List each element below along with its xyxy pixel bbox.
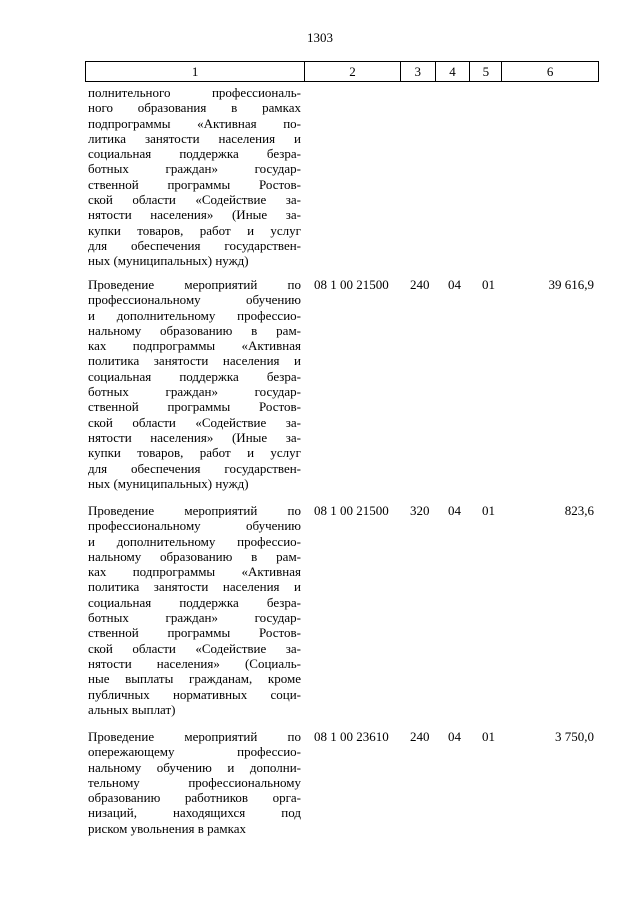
description-line: опережающему профессио- bbox=[88, 744, 301, 760]
description-line: и дополнительному профессио- bbox=[88, 533, 301, 549]
column-header-6: 6 bbox=[546, 64, 554, 79]
row-description bbox=[88, 277, 301, 491]
amount: 3 750,0 bbox=[555, 729, 594, 744]
target-code: 08 1 00 21500 bbox=[314, 277, 389, 292]
amount: 39 616,9 bbox=[548, 277, 594, 292]
section: 04 bbox=[448, 277, 461, 292]
description-line: для обеспечения государствен- bbox=[88, 460, 301, 476]
column-header-3: 3 bbox=[401, 62, 436, 81]
target-code: 08 1 00 23610 bbox=[314, 729, 389, 744]
description-line: и дополнительному профессио- bbox=[88, 307, 301, 323]
description-line: подпрограммы «Активная по- bbox=[88, 115, 301, 131]
description-line: альных выплат) bbox=[88, 701, 176, 717]
description-line: ской области «Содействие за- bbox=[88, 640, 301, 656]
description-line: ных (муниципальных) нужд) bbox=[88, 253, 249, 269]
description-line: публичных нормативных соци- bbox=[88, 686, 301, 702]
description-line: нятости населения» (Социаль- bbox=[88, 655, 301, 671]
description-line: нальному обучению и дополни- bbox=[88, 759, 301, 775]
description-line: политика занятости населения и bbox=[88, 353, 301, 369]
column-header-4: 4 bbox=[436, 62, 471, 81]
description-line: ботных граждан» государ- bbox=[88, 384, 301, 400]
description-line: Проведение мероприятий по bbox=[88, 503, 301, 518]
description-line: для обеспечения государствен- bbox=[88, 237, 301, 253]
description-line: ственной программы Ростов- bbox=[88, 399, 301, 415]
description-line: ственной программы Ростов- bbox=[88, 625, 301, 641]
row-description bbox=[88, 503, 301, 717]
column-header-2: 2 bbox=[305, 62, 401, 81]
column-header-5: 5 bbox=[470, 62, 502, 81]
description-line: социальная поддержка безра- bbox=[88, 594, 301, 610]
description-line: ботных граждан» государ- bbox=[88, 161, 301, 177]
description-line: нятости населения» (Иные за- bbox=[88, 207, 301, 223]
description-line: риском увольнения в рамках bbox=[88, 820, 247, 836]
description-line: купки товаров, работ и услуг bbox=[88, 445, 301, 461]
description-line: нальному образованию в рам- bbox=[88, 322, 301, 338]
description-line: Проведение мероприятий по bbox=[88, 277, 301, 292]
description-line: образованию работников орга- bbox=[88, 790, 301, 806]
description-line: ного образования в рамках bbox=[88, 100, 301, 116]
target-code: 08 1 00 21500 bbox=[314, 503, 389, 518]
description-line: литика занятости населения и bbox=[88, 130, 301, 146]
subsection: 01 bbox=[482, 503, 495, 518]
table-header bbox=[85, 61, 599, 82]
description-line: ботных граждан» государ- bbox=[88, 610, 301, 626]
description-line: купки товаров, работ и услуг bbox=[88, 222, 301, 238]
row-description bbox=[88, 729, 301, 836]
description-line: ской области «Содействие за- bbox=[88, 192, 301, 208]
description-line: профессиональному обучению bbox=[88, 518, 301, 534]
description-line: ные выплаты гражданам, кроме bbox=[88, 671, 301, 687]
section: 04 bbox=[448, 503, 461, 518]
description-line: Проведение мероприятий по bbox=[88, 729, 301, 744]
description-line: ных (муниципальных) нужд) bbox=[88, 475, 249, 491]
description-line: ках подпрограммы «Активная bbox=[88, 338, 301, 354]
amount: 823,6 bbox=[564, 503, 594, 518]
column-header-1: 1 bbox=[86, 62, 305, 81]
description-line: ственной программы Ростов- bbox=[88, 176, 301, 192]
section: 04 bbox=[448, 729, 461, 744]
row-description bbox=[88, 85, 301, 269]
description-line: ской области «Содействие за- bbox=[88, 414, 301, 430]
expense-type: 240 bbox=[410, 729, 430, 744]
description-line: социальная поддержка безра- bbox=[88, 368, 301, 384]
subsection: 01 bbox=[482, 277, 495, 292]
description-line: ках подпрограммы «Активная bbox=[88, 564, 301, 580]
description-line: профессиональному обучению bbox=[88, 292, 301, 308]
description-line: социальная поддержка безра- bbox=[88, 146, 301, 162]
page-number: 1303 bbox=[307, 30, 333, 45]
description-line: политика занятости населения и bbox=[88, 579, 301, 595]
description-line: полнительного профессиональ- bbox=[88, 85, 301, 100]
expense-type: 320 bbox=[410, 503, 430, 518]
expense-type: 240 bbox=[410, 277, 430, 292]
description-line: тельному профессиональному bbox=[88, 774, 301, 790]
subsection: 01 bbox=[482, 729, 495, 744]
description-line: нальному образованию в рам- bbox=[88, 548, 301, 564]
description-line: нятости населения» (Иные за- bbox=[88, 429, 301, 445]
description-line: низаций, находящихся под bbox=[88, 805, 301, 821]
